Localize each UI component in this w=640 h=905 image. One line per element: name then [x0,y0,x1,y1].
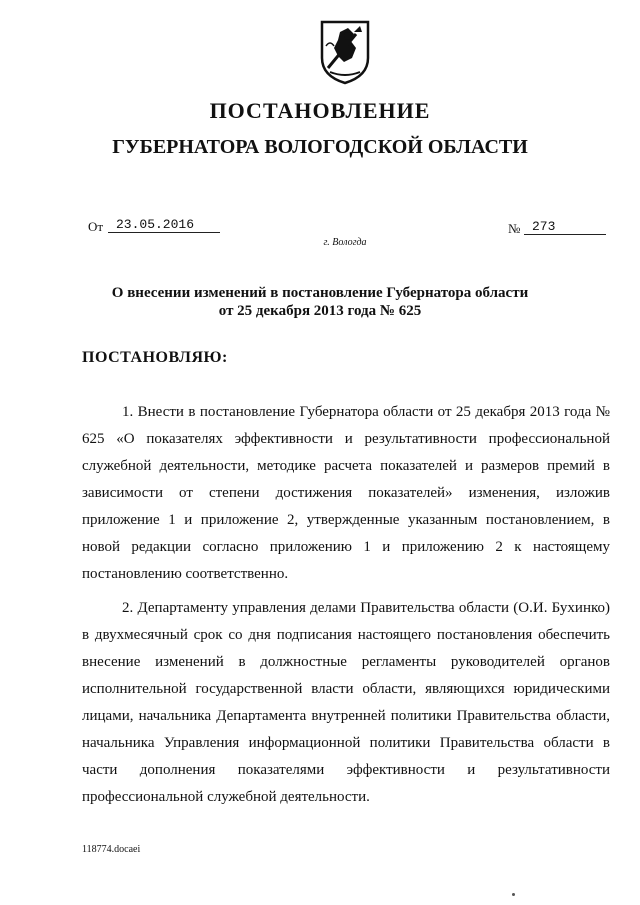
document-body [82,399,610,818]
paragraph-1: 1. Внести в постановление Губернатора области от 25 декабря 2013 года № 625 «О показателях эффективности и результативности профессиональной служебной деятельности, методике расчета показателей и размеров премий в зависимости от степени достижения показателей» изменения, изложив приложение 1 и приложение 2, утвержденные указанным постановлением, в новой редакции согласно приложению 1 и приложению 2 к настоящему постановлению соответственно. [82,404,610,582]
document-subtitle: ГУБЕРНАТОРА ВОЛОГОДСКОЙ ОБЛАСТИ [112,136,528,158]
document-title: ПОСТАНОВЛЕНИЕ [209,98,431,123]
city-label: г. Вологда [323,237,367,248]
page-mark [512,893,515,896]
file-code: 118774.docaei [82,844,141,855]
coat-of-arms-icon [318,18,372,86]
date-prefix: От [88,219,104,234]
subject-line-2: от 25 декабря 2013 года № 625 [218,303,422,319]
document-date: 23.05.2016 [108,217,220,233]
document-number: 273 [524,219,606,235]
paragraph-2: 2. Департаменту управления делами Правительства области (О.И. Бухинко) в двухмесячный срок со дня подписания настоящего постановления обеспечить внесение изменений в должностные регламенты руководителей органов исполнительной государственной власти области, являющихся юридическими лицами, начальника Департамента внутренней политики Правительства области, начальника Управления информационной политики Правительства области в части дополнения показателями эффективности и результативности профессиональной служебной деятельности. [82,600,610,805]
subject-line-1: О внесении изменений в постановление Губернатора области [111,285,529,301]
document-subject [0,284,640,320]
number-prefix: № [508,221,521,236]
resolve-heading: ПОСТАНОВЛЯЮ: [82,349,228,366]
